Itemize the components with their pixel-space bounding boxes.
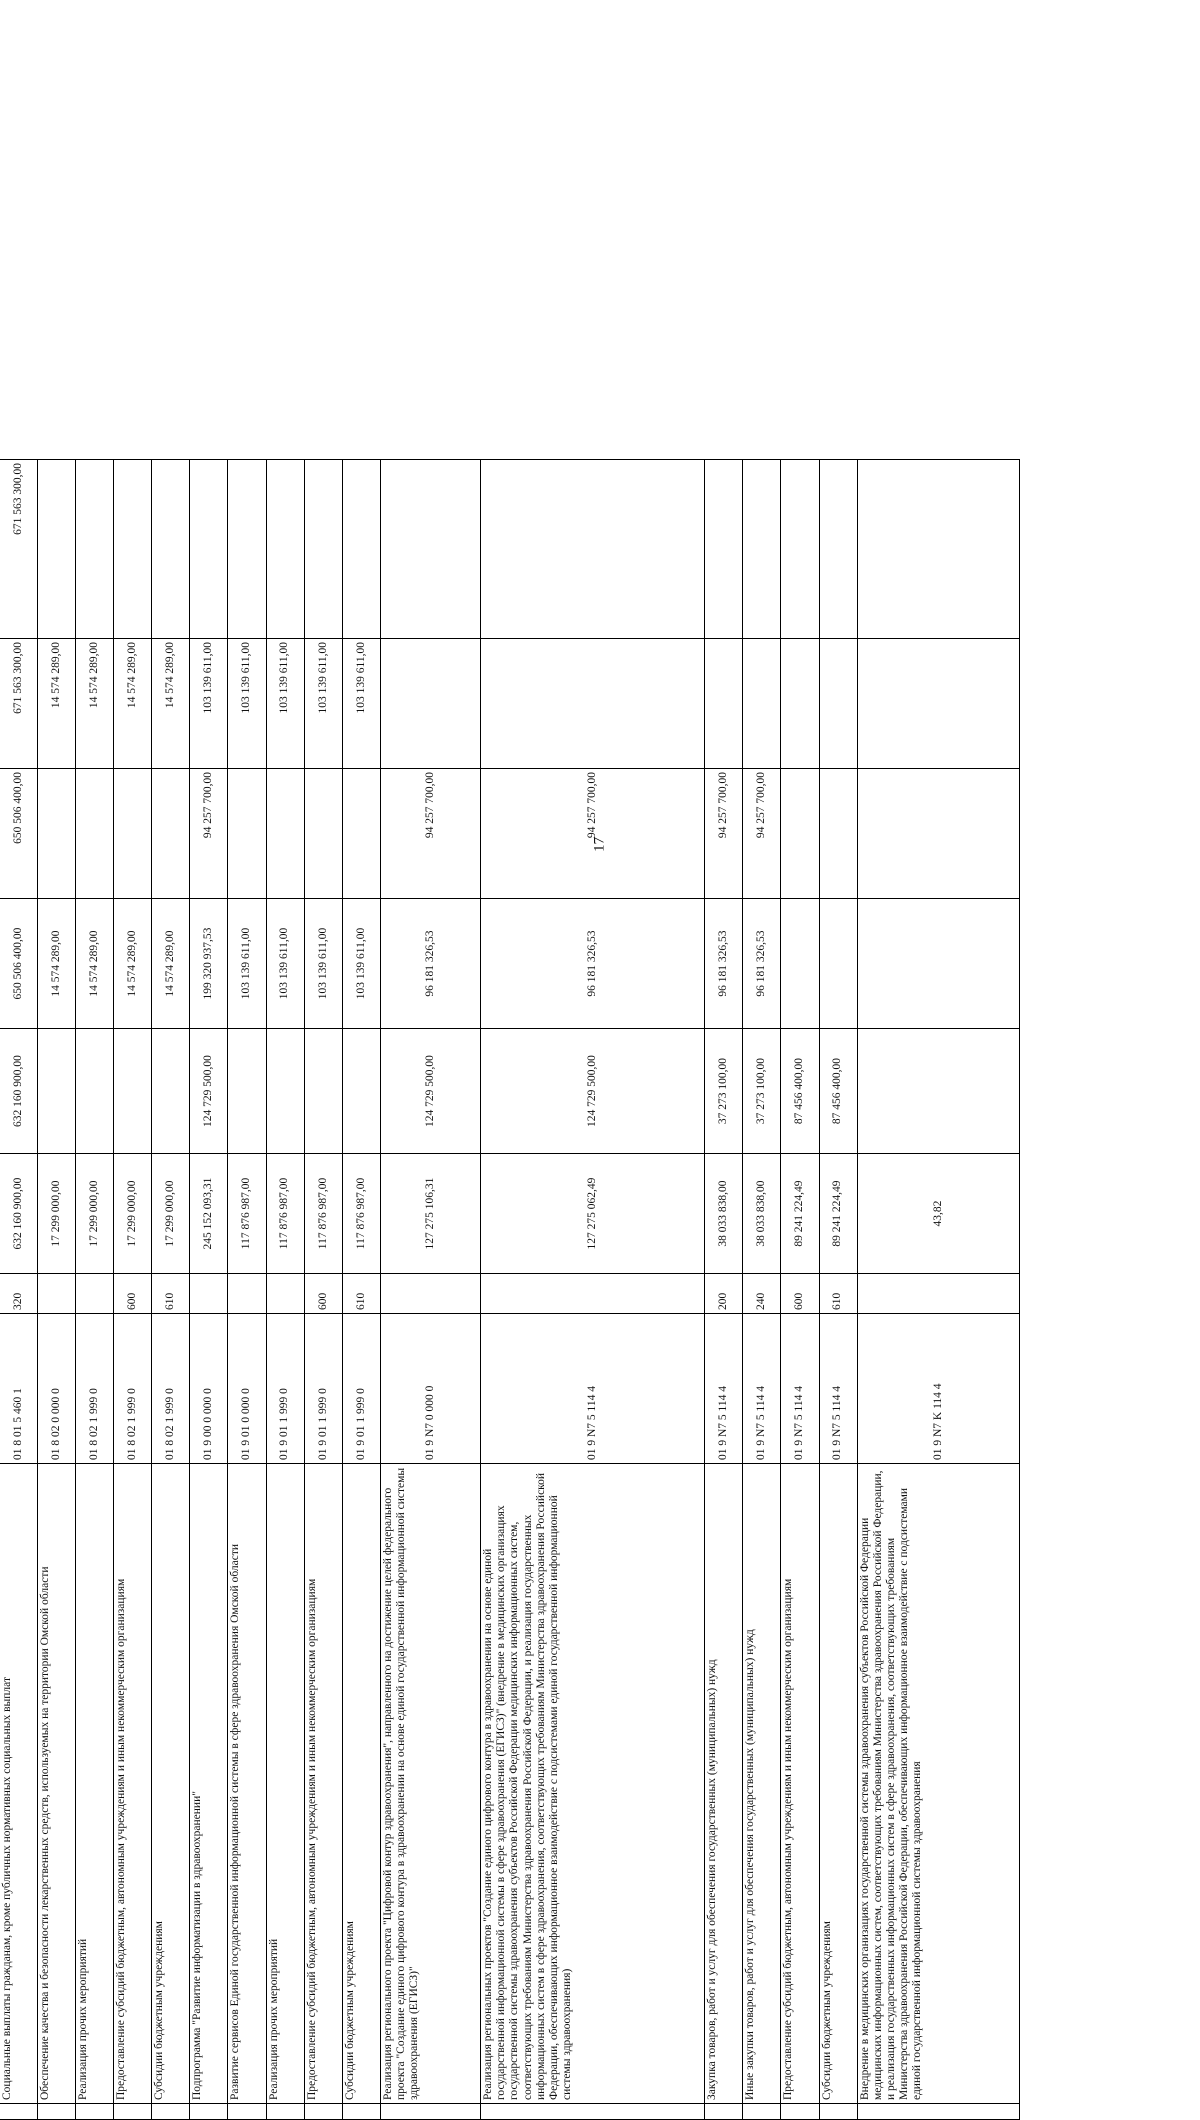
value-col7: 96 181 326,53 xyxy=(705,899,743,1029)
value-col8 xyxy=(819,769,857,899)
empty-cell xyxy=(342,2104,380,2120)
value-col6 xyxy=(228,1029,266,1154)
empty-cell xyxy=(76,2104,114,2120)
value-col5: 127 275 062,49 xyxy=(480,1154,704,1274)
value-col7 xyxy=(781,899,819,1029)
value-col7: 103 139 611,00 xyxy=(266,899,304,1029)
row-code: 01 9 N7 5 114 4 xyxy=(480,1314,704,1464)
row-code: 01 8 02 1 999 0 xyxy=(76,1314,114,1464)
value-col9: 14 574 289,00 xyxy=(114,639,152,769)
empty-cell xyxy=(781,2104,819,2120)
value-col6 xyxy=(38,1029,76,1154)
value-col6: 124 729 500,00 xyxy=(380,1029,480,1154)
row-name: Субсидии бюджетным учреждениям xyxy=(152,1464,190,2104)
value-col10 xyxy=(342,460,380,639)
table-row xyxy=(480,460,704,2120)
empty-cell xyxy=(190,2104,228,2120)
value-col5: 127 275 106,31 xyxy=(380,1154,480,1274)
value-col8 xyxy=(228,769,266,899)
row-code: 01 9 01 1 999 0 xyxy=(304,1314,342,1464)
row-code: 01 8 01 5 460 1 xyxy=(0,1314,38,1464)
row-name: Предоставление субсидий бюджетным, автономным учреждениям и иным некоммерческим организациям xyxy=(114,1464,152,2104)
row-name: Развитие сервисов Единой государственной информационной системы в сфере здравоохранения Омской области xyxy=(228,1464,266,2104)
row-type xyxy=(76,1274,114,1314)
table-row xyxy=(304,460,342,2120)
value-col6 xyxy=(857,1029,1019,1154)
value-col5: 117 876 987,00 xyxy=(342,1154,380,1274)
value-col10 xyxy=(743,460,781,639)
row-name: Реализация прочих мероприятий xyxy=(76,1464,114,2104)
empty-cell xyxy=(380,2104,480,2120)
empty-cell xyxy=(819,2104,857,2120)
row-name: Предоставление субсидий бюджетным, автономным учреждениям и иным некоммерческим организациям xyxy=(304,1464,342,2104)
value-col5: 17 299 000,00 xyxy=(76,1154,114,1274)
value-col8 xyxy=(781,769,819,899)
value-col9: 103 139 611,00 xyxy=(304,639,342,769)
value-col8 xyxy=(114,769,152,899)
value-col10 xyxy=(819,460,857,639)
value-col9 xyxy=(480,639,704,769)
row-code: 01 9 01 1 999 0 xyxy=(342,1314,380,1464)
value-col6 xyxy=(266,1029,304,1154)
value-col6 xyxy=(304,1029,342,1154)
table-row xyxy=(743,460,781,2120)
value-col6: 37 273 100,00 xyxy=(743,1029,781,1154)
row-name: Социальные выплаты гражданам, кроме публичных нормативных социальных выплат xyxy=(0,1464,38,2104)
row-type: 240 xyxy=(743,1274,781,1314)
value-col6 xyxy=(152,1029,190,1154)
value-col10 xyxy=(266,460,304,639)
value-col10 xyxy=(38,460,76,639)
table-row xyxy=(38,460,76,2120)
row-type: 320 xyxy=(0,1274,38,1314)
row-type xyxy=(190,1274,228,1314)
value-col10 xyxy=(781,460,819,639)
value-col7: 14 574 289,00 xyxy=(76,899,114,1029)
row-type xyxy=(380,1274,480,1314)
value-col6: 87 456 400,00 xyxy=(781,1029,819,1154)
value-col9: 103 139 611,00 xyxy=(266,639,304,769)
row-name: Внедрение в медицинских организациях государственной системы здравоохранения субъектов Российской Федерации медицинских информационных систем, соответствующих требованиям Министерства здравоохранения Российской Федерации, и реализация государственных информационных систем в сфере здравоохранения, соответствующих требованиям Министерства здравоохранения Российской Федерации, обеспечивающих информационное взаимодействие с подсистемами единой государственной информационной системы здравоохранения xyxy=(857,1464,1019,2104)
value-col7: 96 181 326,53 xyxy=(380,899,480,1029)
value-col10 xyxy=(76,460,114,639)
row-code: 01 9 N7 5 114 4 xyxy=(705,1314,743,1464)
row-name: Иные закупки товаров, работ и услуг для обеспечения государственных (муниципальных) нужд xyxy=(743,1464,781,2104)
value-col9: 14 574 289,00 xyxy=(38,639,76,769)
value-col8 xyxy=(76,769,114,899)
empty-cell xyxy=(304,2104,342,2120)
row-name: Предоставление субсидий бюджетным, автономным учреждениям и иным некоммерческим организациям xyxy=(781,1464,819,2104)
table-row xyxy=(705,460,743,2120)
value-col9 xyxy=(781,639,819,769)
value-col5: 38 033 838,00 xyxy=(743,1154,781,1274)
row-type: 610 xyxy=(819,1274,857,1314)
row-code: 01 9 01 0 000 0 xyxy=(228,1314,266,1464)
value-col7: 96 181 326,53 xyxy=(743,899,781,1029)
table-row xyxy=(857,460,1019,2120)
value-col8: 94 257 700,00 xyxy=(380,769,480,899)
row-type: 610 xyxy=(342,1274,380,1314)
row-name: Реализация региональных проектов "Создание единого цифрового контура в здравоохранении на основе единой государственной информационной системы в сфере здравоохранения (ЕГИСЗ)" (внедрение в медицинских организациях государственной системы здравоохранения субъектов Российской Федерации медицинских информационных систем, соответствующих требованиям Министерства здравоохранения Российской Федерации, и реализация государственных информационных систем в сфере здравоохранения, соответствующих требованиям Министерства здравоохранения Российской Федерации, обеспечивающих информационное взаимодействие с подсистемами единой государственной информационной системы здравоохранения) xyxy=(480,1464,704,2104)
value-col6: 37 273 100,00 xyxy=(705,1029,743,1154)
value-col8: 94 257 700,00 xyxy=(480,769,704,899)
value-col7: 96 181 326,53 xyxy=(480,899,704,1029)
table-row xyxy=(228,460,266,2120)
value-col9 xyxy=(380,639,480,769)
row-type: 610 xyxy=(152,1274,190,1314)
value-col8: 94 257 700,00 xyxy=(190,769,228,899)
value-col10 xyxy=(380,460,480,639)
value-col5: 632 160 900,00 xyxy=(0,1154,38,1274)
value-col5: 89 241 224,49 xyxy=(819,1154,857,1274)
table-row xyxy=(266,460,304,2120)
value-col6 xyxy=(114,1029,152,1154)
value-col10 xyxy=(304,460,342,639)
row-name: Субсидии бюджетным учреждениям xyxy=(819,1464,857,2104)
row-name: Обеспечение качества и безопасности лекарственных средств, используемых на территории Омской области xyxy=(38,1464,76,2104)
value-col7: 199 320 937,53 xyxy=(190,899,228,1029)
budget-table xyxy=(0,459,1020,2120)
row-type xyxy=(38,1274,76,1314)
row-type xyxy=(228,1274,266,1314)
table-row xyxy=(190,460,228,2120)
value-col8: 650 506 400,00 xyxy=(0,769,38,899)
value-col7: 650 506 400,00 xyxy=(0,899,38,1029)
row-name: Закупка товаров, работ и услуг для обеспечения государственных (муниципальных) нужд xyxy=(705,1464,743,2104)
empty-cell xyxy=(152,2104,190,2120)
row-type: 600 xyxy=(114,1274,152,1314)
table-row xyxy=(342,460,380,2120)
value-col9 xyxy=(857,639,1019,769)
row-code: 01 9 N7 5 114 4 xyxy=(781,1314,819,1464)
value-col7: 103 139 611,00 xyxy=(228,899,266,1029)
value-col7 xyxy=(857,899,1019,1029)
row-code: 01 9 N7 5 114 4 xyxy=(819,1314,857,1464)
row-type: 600 xyxy=(304,1274,342,1314)
value-col6: 87 456 400,00 xyxy=(819,1029,857,1154)
value-col9 xyxy=(743,639,781,769)
value-col5: 38 033 838,00 xyxy=(705,1154,743,1274)
value-col7 xyxy=(819,899,857,1029)
empty-cell xyxy=(228,2104,266,2120)
value-col5: 17 299 000,00 xyxy=(38,1154,76,1274)
value-col5: 117 876 987,00 xyxy=(266,1154,304,1274)
value-col8 xyxy=(38,769,76,899)
page-number: 17 xyxy=(591,837,608,852)
value-col8 xyxy=(342,769,380,899)
row-code: 01 8 02 0 000 0 xyxy=(38,1314,76,1464)
value-col6: 124 729 500,00 xyxy=(190,1029,228,1154)
value-col8 xyxy=(857,769,1019,899)
value-col5: 245 152 093,31 xyxy=(190,1154,228,1274)
value-col8 xyxy=(152,769,190,899)
value-col5: 117 876 987,00 xyxy=(304,1154,342,1274)
value-col8 xyxy=(304,769,342,899)
value-col8 xyxy=(266,769,304,899)
value-col10 xyxy=(114,460,152,639)
row-code: 01 9 N7 0 000 0 xyxy=(380,1314,480,1464)
row-type xyxy=(857,1274,1019,1314)
value-col10 xyxy=(152,460,190,639)
table-row xyxy=(114,460,152,2120)
value-col9 xyxy=(819,639,857,769)
empty-cell xyxy=(743,2104,781,2120)
row-code: 01 8 02 1 999 0 xyxy=(114,1314,152,1464)
value-col9: 14 574 289,00 xyxy=(152,639,190,769)
value-col6: 124 729 500,00 xyxy=(480,1029,704,1154)
empty-cell xyxy=(114,2104,152,2120)
value-col9: 103 139 611,00 xyxy=(228,639,266,769)
value-col10 xyxy=(190,460,228,639)
value-col6: 632 160 900,00 xyxy=(0,1029,38,1154)
table-row xyxy=(819,460,857,2120)
row-code: 01 9 N7 K 114 4 xyxy=(857,1314,1019,1464)
value-col7: 14 574 289,00 xyxy=(38,899,76,1029)
value-col5: 17 299 000,00 xyxy=(152,1154,190,1274)
row-type: 600 xyxy=(781,1274,819,1314)
row-name: Подпрограмма "Развитие информатизации в здравоохранении" xyxy=(190,1464,228,2104)
budget-table-rotated xyxy=(0,460,1020,2120)
value-col5: 43,82 xyxy=(857,1154,1019,1274)
row-name: Реализация прочих мероприятий xyxy=(266,1464,304,2104)
empty-cell xyxy=(266,2104,304,2120)
value-col7: 14 574 289,00 xyxy=(152,899,190,1029)
value-col6 xyxy=(342,1029,380,1154)
table-row xyxy=(0,460,38,2120)
row-type xyxy=(266,1274,304,1314)
value-col8: 94 257 700,00 xyxy=(705,769,743,899)
row-code: 01 9 N7 5 114 4 xyxy=(743,1314,781,1464)
empty-cell xyxy=(857,2104,1019,2120)
value-col7: 103 139 611,00 xyxy=(304,899,342,1029)
row-type: 200 xyxy=(705,1274,743,1314)
value-col7: 103 139 611,00 xyxy=(342,899,380,1029)
value-col10 xyxy=(228,460,266,639)
table-row xyxy=(152,460,190,2120)
value-col10: 671 563 300,00 xyxy=(0,460,38,639)
value-col5: 89 241 224,49 xyxy=(781,1154,819,1274)
row-code: 01 8 02 1 999 0 xyxy=(152,1314,190,1464)
value-col9 xyxy=(705,639,743,769)
value-col9: 103 139 611,00 xyxy=(342,639,380,769)
table-row xyxy=(76,460,114,2120)
value-col10 xyxy=(480,460,704,639)
row-name: Субсидии бюджетным учреждениям xyxy=(342,1464,380,2104)
row-code: 01 9 00 0 000 0 xyxy=(190,1314,228,1464)
value-col7: 14 574 289,00 xyxy=(114,899,152,1029)
value-col5: 117 876 987,00 xyxy=(228,1154,266,1274)
value-col9: 103 139 611,00 xyxy=(190,639,228,769)
value-col10 xyxy=(857,460,1019,639)
empty-cell xyxy=(0,2104,38,2120)
empty-cell xyxy=(480,2104,704,2120)
value-col10 xyxy=(705,460,743,639)
value-col8: 94 257 700,00 xyxy=(743,769,781,899)
row-code: 01 9 01 1 999 0 xyxy=(266,1314,304,1464)
value-col9: 14 574 289,00 xyxy=(76,639,114,769)
value-col9: 671 563 300,00 xyxy=(0,639,38,769)
table-row xyxy=(781,460,819,2120)
row-type xyxy=(480,1274,704,1314)
empty-cell xyxy=(705,2104,743,2120)
table-row xyxy=(380,460,480,2120)
value-col5: 17 299 000,00 xyxy=(114,1154,152,1274)
empty-cell xyxy=(38,2104,76,2120)
value-col6 xyxy=(76,1029,114,1154)
row-name: Реализация регионального проекта "Цифровой контур здравоохранения", направленного на достижение целей федерального проекта "Создание единого цифрового контура в здравоохранении на основе единой государственной информационной системы здравоохранения (ЕГИСЗ)" xyxy=(380,1464,480,2104)
